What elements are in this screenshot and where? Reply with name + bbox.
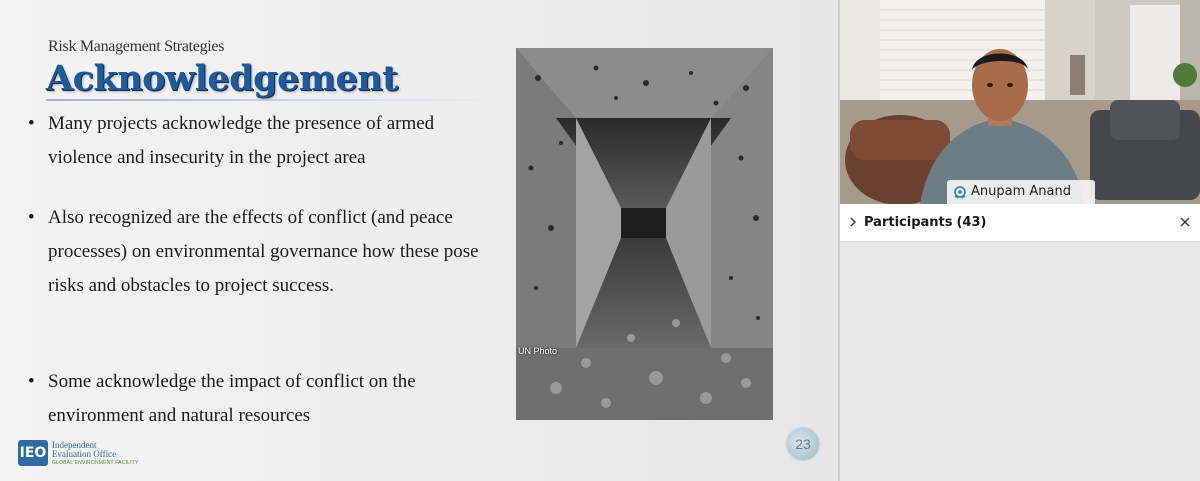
chevron-right-icon[interactable] bbox=[847, 215, 859, 229]
participants-title: Participants bbox=[864, 215, 953, 230]
ieo-logo-name bbox=[52, 441, 116, 459]
ieo-logo-name-line2: Evaluation Office bbox=[52, 449, 117, 459]
bullet-text: Many projects acknowledge the presence of armed violence and insecurity in the project area bbox=[48, 113, 435, 168]
ieo-logo-tagline: GLOBAL ENVIRONMENT FACILITY bbox=[52, 460, 139, 466]
bullet-symbol: • bbox=[28, 113, 35, 134]
participant-name: Anupam Anand bbox=[971, 184, 1071, 199]
participants-count: (43) bbox=[956, 215, 987, 230]
title-underline bbox=[46, 99, 496, 101]
bullet-symbol: • bbox=[28, 371, 35, 392]
participant-video[interactable] bbox=[840, 0, 1200, 204]
bullet-symbol: • bbox=[28, 207, 35, 228]
participants-section-toggle[interactable] bbox=[840, 204, 1200, 242]
bullet-item bbox=[28, 107, 488, 175]
slide-page-number: 23 bbox=[787, 428, 819, 460]
ieo-logo-mark: IEO bbox=[18, 440, 48, 466]
slide-subtitle: Risk Management Strategies bbox=[48, 38, 225, 55]
participant-name-tag bbox=[947, 180, 1095, 204]
close-icon[interactable] bbox=[1176, 213, 1194, 231]
participants-label[interactable] bbox=[864, 215, 986, 230]
ieo-logo-name-line1: Independent bbox=[52, 440, 97, 450]
photo-credit: UN Photo bbox=[518, 346, 558, 356]
bullet-text: Some acknowledge the impact of conflict on the environment and natural resources bbox=[48, 371, 416, 426]
mic-status-icon bbox=[953, 185, 967, 199]
bullet-item bbox=[28, 365, 488, 433]
ieo-logo bbox=[18, 440, 148, 470]
ruined-building-photo bbox=[516, 48, 773, 420]
slide-title: Acknowledgement bbox=[46, 58, 398, 99]
meeting-side-panel bbox=[840, 0, 1200, 481]
bullet-text: Also recognized are the effects of conflict (and peace processes) on environmental governance how these pose risks and obstacles to project success. bbox=[48, 207, 479, 296]
bullet-item bbox=[28, 201, 488, 303]
